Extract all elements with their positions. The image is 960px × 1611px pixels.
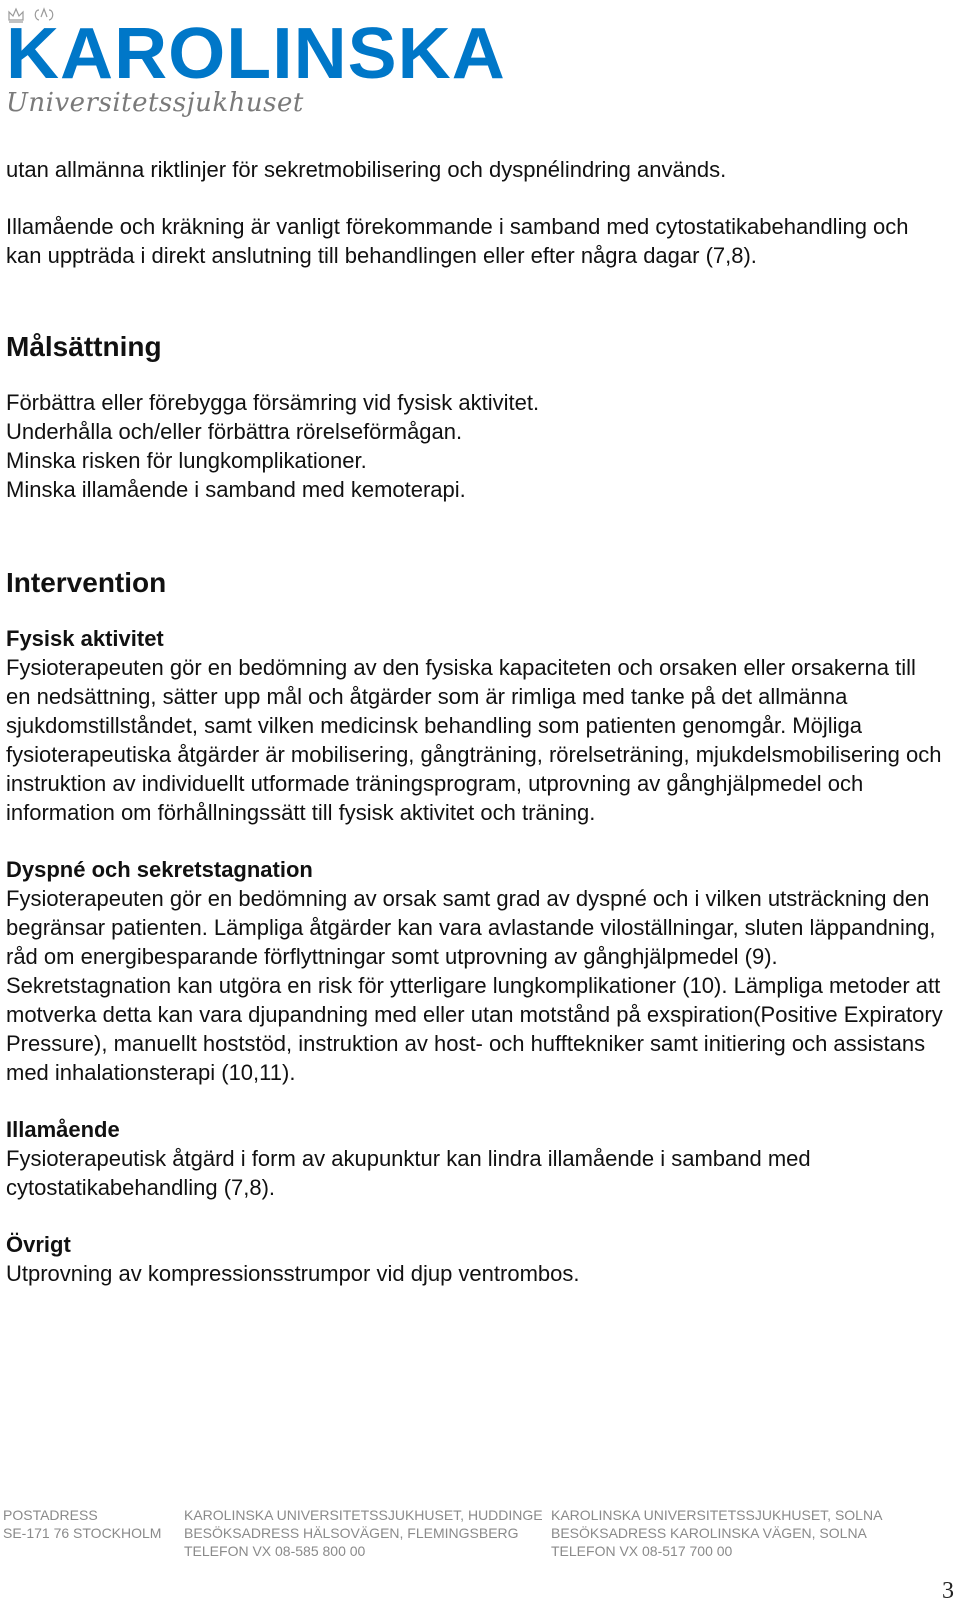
footer-line: POSTADRESS	[3, 1507, 98, 1523]
dyspnea-heading: Dyspné och sekretstagnation	[6, 857, 313, 882]
footer-line: TELEFON VX 08-517 700 00	[551, 1543, 733, 1559]
secretion-text: Sekretstagnation kan utgöra en risk för ytterligare lungkomplikationer (10). Lämpliga metoder att motverka detta kan vara djupandning med eller utan motstånd på exspiration(Positive Expiratory Pressure), manuellt hoststöd, instruktion av host- och hufftekniker samt initiering och assistans med inhalationsterapi (10,11).	[6, 973, 943, 1085]
footer-line: BESÖKSADRESS HÄLSOVÄGEN, FLEMINGSBERG	[184, 1525, 519, 1541]
page-number: 3	[942, 1578, 954, 1604]
page-footer	[3, 1506, 953, 1566]
goal-item: Förbättra eller förebygga försämring vid fysisk aktivitet.	[6, 390, 540, 415]
physical-activity-heading: Fysisk aktivitet	[6, 626, 164, 651]
document-body	[6, 155, 946, 1288]
goal-item: Underhålla och/eller förbättra rörelseförmågan.	[6, 419, 463, 444]
footer-line: TELEFON VX 08-585 800 00	[184, 1543, 366, 1559]
logo-subtitle: Universitetssjukhuset	[6, 88, 304, 118]
footer-huddinge-address	[184, 1506, 543, 1560]
karolinska-logo	[6, 4, 506, 122]
intervention-heading: Intervention	[6, 567, 167, 598]
logo-title: KAROLINSKA	[6, 14, 506, 94]
footer-line: KAROLINSKA UNIVERSITETSSJUKHUSET, SOLNA	[551, 1507, 883, 1523]
footer-line: KAROLINSKA UNIVERSITETSSJUKHUSET, HUDDINGE	[184, 1507, 543, 1523]
other-text: Utprovning av kompressionsstrumpor vid djup ventrombos.	[6, 1261, 580, 1286]
intro-line: utan allmänna riktlinjer för sekretmobilisering och dyspnélindring används.	[6, 157, 727, 182]
footer-postal-address	[3, 1506, 161, 1542]
footer-line: BESÖKSADRESS KAROLINSKA VÄGEN, SOLNA	[551, 1525, 867, 1541]
goal-item: Minska risken för lungkomplikationer.	[6, 448, 367, 473]
footer-solna-address	[551, 1506, 882, 1560]
physical-activity-text: Fysioterapeuten gör en bedömning av den fysiska kapaciteten och orsaken eller orsakerna till en nedsättning, sätter upp mål och åtgärder som är rimliga med tanke på det allmänna sjukdomstillståndet, samt vilken medicinsk behandling som patienten genomgår. Möjliga fysioterapeutiska åtgärder är mobilisering, gångträning, rörelseträning, mjukdelsmobilisering och instruktion av individuellt utformade träningsprogram, utprovning av gånghjälpmedel och information om förhållningssätt till fysisk aktivitet och träning.	[6, 655, 942, 825]
nausea-intro-paragraph: Illamående och kräkning är vanligt förekommande i samband med cytostatikabehandling och kan uppträda i direkt anslutning till behandlingen eller efter några dagar (7,8).	[6, 214, 909, 268]
goal-item: Minska illamående i samband med kemoterapi.	[6, 477, 466, 502]
goal-heading: Målsättning	[6, 331, 162, 362]
dyspnea-text: Fysioterapeuten gör en bedömning av orsak samt grad av dyspné och i vilken utsträckning den begränsar patienten. Lämpliga åtgärder kan vara avlastande viloställningar, sluten läppandning, råd om energibesparande förflyttningar somt utprovning av gånghjälpmedel (9).	[6, 886, 936, 969]
other-heading: Övrigt	[6, 1232, 71, 1257]
nausea-text: Fysioterapeutisk åtgärd i form av akupunktur kan lindra illamående i samband med cytostatikabehandling (7,8).	[6, 1146, 811, 1200]
footer-line: SE-171 76 STOCKHOLM	[3, 1525, 162, 1541]
nausea-heading: Illamående	[6, 1117, 120, 1142]
